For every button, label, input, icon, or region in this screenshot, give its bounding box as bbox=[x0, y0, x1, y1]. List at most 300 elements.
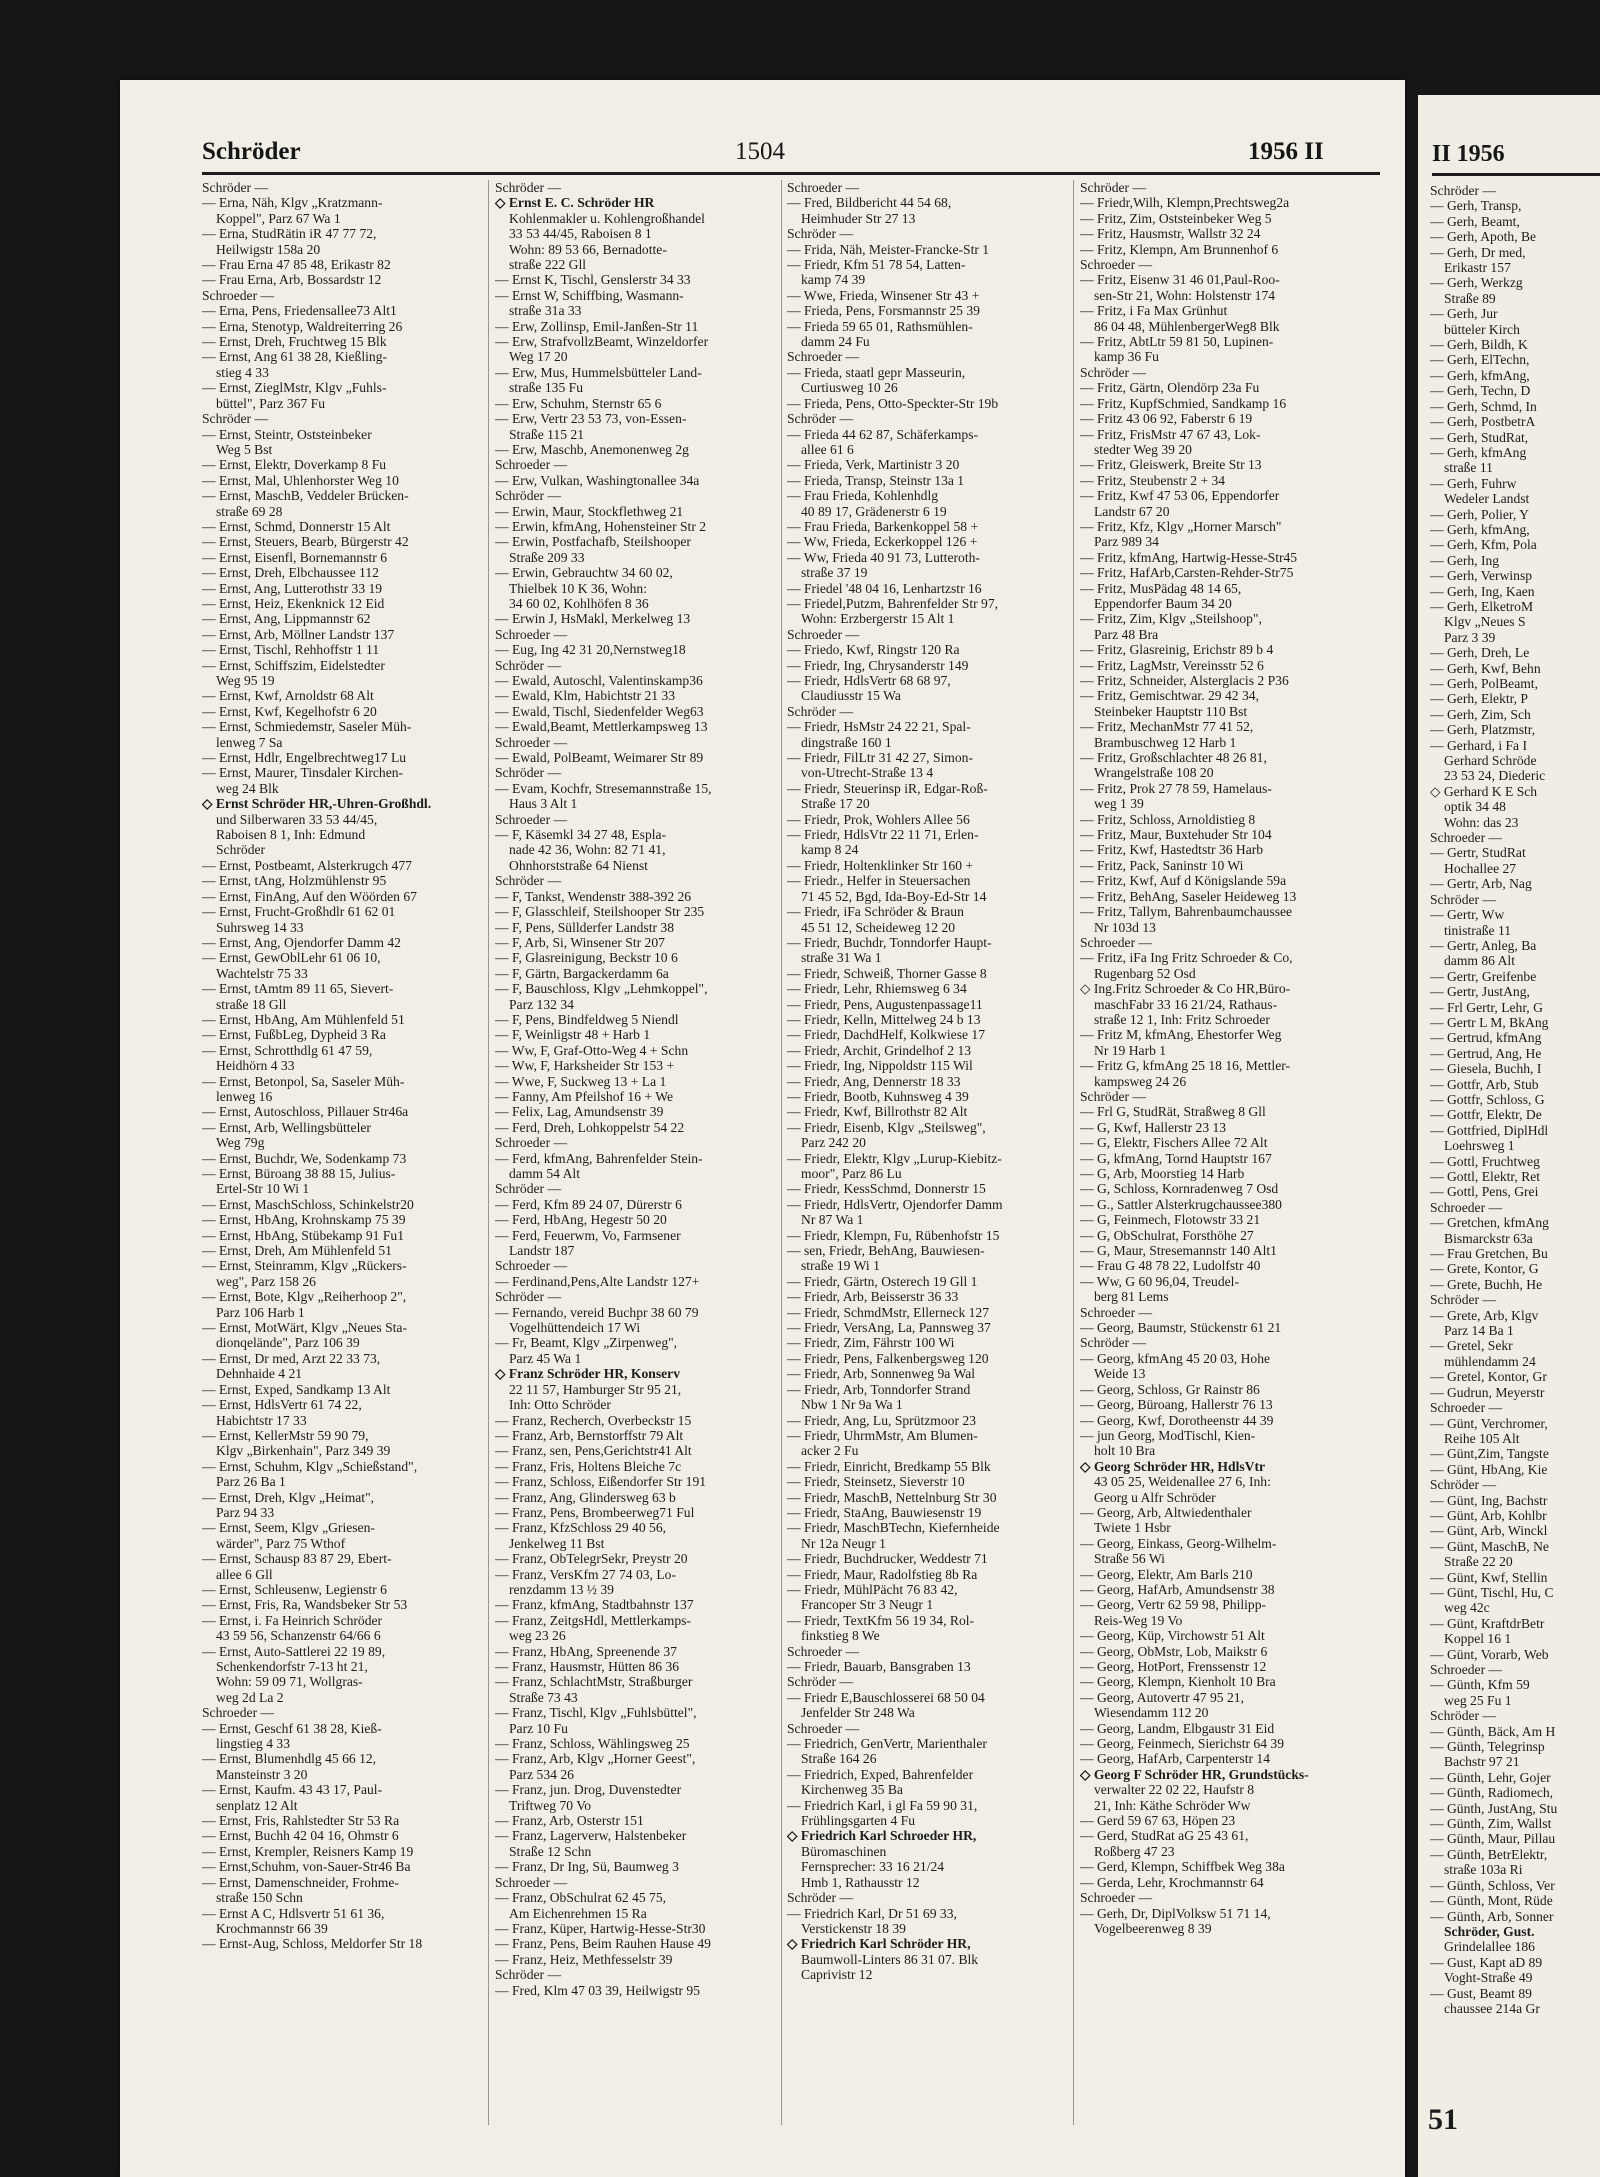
surname-heading: Schröder — bbox=[202, 411, 269, 427]
directory-entry-line: — Ernst, Eisenfl, Bornemannstr 6 bbox=[202, 549, 387, 565]
directory-entry-line: — Fritz, MusPädag 48 14 65, bbox=[1080, 580, 1242, 596]
directory-entry-line: weg 42c bbox=[1444, 1600, 1490, 1616]
directory-entry-line: Wachtelstr 75 33 bbox=[216, 965, 308, 981]
directory-entry-line: — Fritz, Schneider, Alsterglacis 2 P36 bbox=[1080, 673, 1289, 688]
directory-entry-line: — Friedr, Gärtn, Osterech 19 Gll 1 bbox=[787, 1273, 978, 1289]
directory-entry-line: — Ernst, Damenschneider, Frohme- bbox=[202, 1874, 399, 1890]
directory-entry-line: — Günth, Zim, Wallst bbox=[1430, 1816, 1552, 1832]
surname-heading: Schröder — bbox=[1430, 1708, 1497, 1724]
directory-entry-line: von-Utrecht-Straße 13 4 bbox=[801, 765, 934, 781]
surname-heading: Schröder — bbox=[495, 873, 562, 889]
directory-entry-line: — Ferd, Dreh, Lohkoppelstr 54 22 bbox=[495, 1119, 685, 1135]
directory-entry-line: — G, Maur, Stresemannstr 140 Alt1 bbox=[1080, 1243, 1277, 1259]
directory-entry-line: Krochmannstr 66 39 bbox=[216, 1920, 328, 1936]
directory-entry-line: — Günt, Verchromer, bbox=[1430, 1415, 1548, 1431]
directory-entry-line: Nbw 1 Nr 9a Wa 1 bbox=[801, 1397, 903, 1413]
directory-entry-line: — Ernst, Kwf, Arnoldstr 68 Alt bbox=[202, 688, 374, 704]
directory-entry-line: — Gottl, Pens, Grei bbox=[1430, 1184, 1539, 1200]
directory-entry-line: — Friedr, Kelln, Mittelweg 24 b 13 bbox=[787, 1011, 981, 1027]
directory-entry-line: 22 11 57, Hamburger Str 95 21, bbox=[509, 1381, 682, 1397]
directory-entry-line: — Fritz, Kwf 47 53 06, Eppendorfer bbox=[1080, 488, 1280, 504]
directory-entry-line: — Friedr, iFa Schröder & Braun bbox=[787, 904, 964, 920]
directory-entry-line: Weg 95 19 bbox=[216, 673, 275, 688]
directory-entry-line: — Friedr, Eisenb, Klgv „Steilsweg", bbox=[787, 1119, 986, 1135]
directory-entry-line: — Frieda, staatl gepr Masseurin, bbox=[787, 364, 966, 380]
directory-entry-line: — Gerh, PostbetrA bbox=[1430, 414, 1536, 430]
directory-entry-line: — Günth, Telegrinsp bbox=[1430, 1739, 1545, 1755]
directory-entry-line: — Friedr, Elektr, Klgv „Lurup-Kiebitz- bbox=[787, 1150, 1002, 1166]
surname-heading: Schröder — bbox=[495, 180, 562, 195]
directory-entry-line: — Fr, Beamt, Klgv „Zirpenweg", bbox=[495, 1335, 678, 1351]
directory-entry-line: Straße 115 21 bbox=[509, 426, 585, 442]
directory-entry-line: — Erw, Schuhm, Sternstr 65 6 bbox=[495, 395, 662, 411]
directory-entry-line: — Friedr, DachdHelf, Kolkwiese 17 bbox=[787, 1027, 986, 1043]
directory-entry-line: 71 45 52, Bgd, Ida-Boy-Ed-Str 14 bbox=[801, 888, 987, 904]
directory-entry-line: — Ww, Frieda, Eckerkoppel 126 + bbox=[787, 534, 978, 550]
column-divider bbox=[781, 180, 782, 2125]
directory-entry-line: straße 18 Gll bbox=[216, 996, 287, 1012]
directory-entry-line: — Georg, Einkass, Georg-Wilhelm- bbox=[1080, 1535, 1277, 1551]
directory-entry-line: — Friedr, Prok, Wohlers Allee 56 bbox=[787, 811, 970, 827]
directory-entry-line: — Fritz, Zim, Klgv „Steilshoop", bbox=[1080, 611, 1262, 627]
directory-entry-line: — F, Weinligstr 48 + Harb 1 bbox=[495, 1027, 651, 1043]
directory-entry-line: — Ernst K, Tischl, Genslerstr 34 33 bbox=[495, 272, 691, 288]
directory-entry-line: — Ernst, MaschSchloss, Schinkelstr20 bbox=[202, 1196, 414, 1212]
surname-heading: Schröder — bbox=[787, 1890, 854, 1906]
directory-entry-line: — jun Georg, ModTischl, Kien- bbox=[1080, 1427, 1256, 1443]
surname-heading: Schröder — bbox=[495, 1967, 562, 1983]
directory-entry-line: — Fanny, Am Pfeilshof 16 + We bbox=[495, 1088, 673, 1104]
directory-entry-line: — Friedel,Putzm, Bahrenfelder Str 97, bbox=[787, 595, 999, 611]
directory-entry-line: — Gerhard, i Fa I bbox=[1430, 737, 1528, 753]
directory-entry-line: — Fred, Klm 47 03 39, Heilwigstr 95 bbox=[495, 1982, 701, 1998]
directory-entry-line: — Friedr E,Bauschlosserei 68 50 04 bbox=[787, 1689, 985, 1705]
directory-entry-line: — Fritz, Hausmstr, Wallstr 32 24 bbox=[1080, 226, 1261, 242]
directory-entry-line: — Friedr, Ang, Dennerstr 18 33 bbox=[787, 1073, 961, 1089]
directory-entry-line: Eppendorfer Baum 34 20 bbox=[1094, 595, 1232, 611]
directory-entry-line: — Gerh, Bildh, K bbox=[1430, 337, 1528, 353]
directory-entry-line: — Friedr, Buchdrucker, Weddestr 71 bbox=[787, 1551, 988, 1567]
directory-entry-line: Am Eichenrehmen 15 Ra bbox=[509, 1905, 647, 1921]
directory-entry-line: — Fritz G, kfmAng 25 18 16, Mettler- bbox=[1080, 1058, 1291, 1074]
directory-entry-line: — Franz, Arb, Klgv „Horner Geest", bbox=[495, 1751, 696, 1767]
directory-entry-line: Thielbek 10 K 36, Wohn: bbox=[509, 580, 647, 596]
directory-entry-line: — Günth, Arb, Sonner bbox=[1430, 1908, 1554, 1924]
directory-entry-line: — Ernst, i. Fa Heinrich Schröder bbox=[202, 1612, 383, 1628]
directory-entry-line: Büromaschinen bbox=[801, 1843, 887, 1859]
directory-entry-line: straße 135 Fu bbox=[509, 380, 584, 396]
directory-entry-line: — Ernst, tAng, Holzmühlenstr 95 bbox=[202, 873, 387, 889]
directory-entry-line: — Frieda, Pens, Otto-Speckter-Str 19b bbox=[787, 395, 999, 411]
directory-entry-line: — Gerh, Werkzg bbox=[1430, 275, 1523, 291]
directory-entry-line: — Friedr, Zim, Fährstr 100 Wi bbox=[787, 1335, 955, 1351]
surname-heading: Schröder — bbox=[1080, 1088, 1147, 1104]
directory-entry-line: — Ernst, HdlsVertr 61 74 22, bbox=[202, 1397, 362, 1413]
directory-entry-line: — Franz, Arb, Osterstr 151 bbox=[495, 1813, 644, 1829]
directory-entry-line: — Ewald,Beamt, Mettlerkampsweg 13 bbox=[495, 719, 708, 735]
surname-heading: Schröder — bbox=[1080, 180, 1147, 195]
directory-entry-line: — Günth, Schloss, Ver bbox=[1430, 1877, 1555, 1893]
directory-entry-line: — Friedr, HdlsVertr, Ojendorfer Damm bbox=[787, 1196, 1003, 1212]
directory-entry-line: — Gertr L M, BkAng bbox=[1430, 1014, 1549, 1030]
directory-entry-line: — Gerh, Fuhrw bbox=[1430, 475, 1517, 491]
directory-entry-line: — Frau Erna 47 85 48, Erikastr 82 bbox=[202, 257, 391, 273]
surname-heading: Schröder — bbox=[787, 703, 854, 719]
directory-entry-line: — Fritz, Kwf, Hastedtstr 36 Harb bbox=[1080, 842, 1264, 858]
directory-entry-line: — Frau G 48 78 22, Ludolfstr 40 bbox=[1080, 1258, 1261, 1274]
directory-entry-line: — Georg, Landm, Elbgaustr 31 Eid bbox=[1080, 1720, 1275, 1736]
directory-entry-line: Habichtstr 17 33 bbox=[216, 1412, 307, 1428]
directory-entry-line: — Günth, JustAng, Stu bbox=[1430, 1800, 1558, 1816]
directory-entry-line: Straße 164 26 bbox=[801, 1751, 877, 1767]
directory-entry-line: — Günth, BetrElektr, bbox=[1430, 1846, 1548, 1862]
directory-entry-line: — Günt, KraftdrBetr bbox=[1430, 1615, 1545, 1631]
directory-entry-line: — Ernst, Krempler, Reisners Kamp 19 bbox=[202, 1843, 414, 1859]
directory-entry-line: — Ernst, Kaufm. 43 43 17, Paul- bbox=[202, 1782, 383, 1798]
directory-entry-line: — Ernst, Buchdr, We, Sodenkamp 73 bbox=[202, 1150, 407, 1166]
directory-entry-line: kamp 8 24 bbox=[801, 842, 859, 858]
directory-entry-line: — Franz, Fris, Holtens Bleiche 7c bbox=[495, 1458, 682, 1474]
directory-entry-line: kamp 36 Fu bbox=[1094, 349, 1159, 365]
directory-entry-line: Parz 106 Harb 1 bbox=[216, 1304, 305, 1320]
directory-entry-line: — Erw, Maschb, Anemonenweg 2g bbox=[495, 441, 689, 457]
surname-heading: Schröder — bbox=[1430, 1292, 1497, 1308]
directory-entry-line: weg 1 39 bbox=[1094, 796, 1144, 812]
directory-entry-line: Straße 89 bbox=[1444, 290, 1496, 306]
directory-entry-line: — Franz, Heiz, Methfesselstr 39 bbox=[495, 1951, 673, 1967]
directory-entry-line: Verstickenstr 18 39 bbox=[801, 1920, 906, 1936]
directory-entry-line: — Erwin, Gebrauchtw 34 60 02, bbox=[495, 565, 673, 581]
directory-entry-line: renzdamm 13 ½ 39 bbox=[509, 1581, 614, 1597]
directory-entry-line: — Ernst, Heiz, Ekenknick 12 Eid bbox=[202, 595, 385, 611]
directory-entry-line: — Ww, F, Harksheider Str 153 + bbox=[495, 1058, 675, 1074]
directory-entry-line: — Günt, Arb, Winckl bbox=[1430, 1523, 1548, 1539]
directory-entry-line: — Frieda, Transp, Steinstr 13a 1 bbox=[787, 472, 965, 488]
directory-entry-line: — G, kfmAng, Tornd Hauptstr 167 bbox=[1080, 1150, 1272, 1166]
directory-entry-line: — Ernst, Auto-Sattlerei 22 19 89, bbox=[202, 1643, 386, 1659]
directory-entry-line: — Frieda 44 62 87, Schäferkamps- bbox=[787, 426, 979, 442]
directory-entry-line: — Ernst, Dreh, Klgv „Heimat", bbox=[202, 1489, 375, 1505]
directory-entry-line: Erikastr 157 bbox=[1444, 260, 1511, 276]
directory-entry-line: — Georg, ObMstr, Lob, Maikstr 6 bbox=[1080, 1643, 1268, 1659]
directory-entry-line: — Ernst, MotWärt, Klgv „Neues Sta- bbox=[202, 1320, 407, 1336]
directory-entry-line: — Eug, Ing 42 31 20,Nernstweg18 bbox=[495, 642, 686, 658]
column-divider bbox=[488, 180, 489, 2125]
directory-entry-line: — Franz, KfzSchloss 29 40 56, bbox=[495, 1520, 667, 1536]
surname-heading: Schroeder — bbox=[1430, 1400, 1503, 1416]
entry-column-2 bbox=[495, 180, 775, 1998]
directory-entry-line: senplatz 12 Alt bbox=[216, 1797, 298, 1813]
directory-entry-line: verwalter 22 02 22, Haufstr 8 bbox=[1094, 1782, 1255, 1798]
directory-entry-line: ◇ Ing.Fritz Schroeder & Co HR,Büro- bbox=[1080, 981, 1291, 997]
directory-entry-line: — Ernst, Steinramm, Klgv „Rückers- bbox=[202, 1258, 407, 1274]
directory-entry-line: — Georg, Klempn, Kienholt 10 Bra bbox=[1080, 1674, 1276, 1690]
directory-entry-line: weg", Parz 158 26 bbox=[216, 1273, 316, 1289]
directory-entry-line: Nr 19 Harb 1 bbox=[1094, 1042, 1167, 1058]
directory-entry-line: — Fritz, Glasreinig, Erichstr 89 b 4 bbox=[1080, 642, 1274, 658]
directory-entry-line: — Friedr, MaschBTechn, Kiefernheide bbox=[787, 1520, 1000, 1536]
directory-entry-line: berg 81 Lems bbox=[1094, 1289, 1169, 1305]
directory-entry-line: — Erw, StrafvollzBeamt, Winzeldorfer bbox=[495, 334, 709, 350]
directory-entry-line: — Ewald, Klm, Habichtstr 21 33 bbox=[495, 688, 676, 704]
column-divider bbox=[1073, 180, 1074, 2125]
directory-entry-line: — Friedr, Steuerinsp iR, Edgar-Roß- bbox=[787, 780, 988, 796]
directory-entry-line: — G, Kwf, Hallerstr 23 13 bbox=[1080, 1119, 1227, 1135]
directory-entry-line: ◇ Georg F Schröder HR, Grundstücks- bbox=[1080, 1766, 1309, 1782]
directory-entry-line: Heilwigstr 158a 20 bbox=[216, 241, 321, 257]
directory-entry-line: — Grete, Arb, Klgv bbox=[1430, 1307, 1539, 1323]
directory-entry-line: — F, Arb, Si, Winsener Str 207 bbox=[495, 934, 665, 950]
directory-entry-line: — Frieda 59 65 01, Rathsmühlen- bbox=[787, 318, 973, 334]
directory-entry-line: — Ernst, Arb, Wellingsbütteler bbox=[202, 1119, 371, 1135]
directory-entry-line: Weg 5 Bst bbox=[216, 441, 273, 457]
directory-entry-line: — Gerh, kfmAng bbox=[1430, 444, 1527, 460]
directory-entry-line: straße 103a Ri bbox=[1444, 1862, 1523, 1878]
surname-heading: Schröder — bbox=[787, 411, 854, 427]
directory-entry-line: — Friedr, UhrmMstr, Am Blumen- bbox=[787, 1427, 978, 1443]
directory-entry-line: — Ernst, Dreh, Elbchaussee 112 bbox=[202, 565, 379, 581]
directory-entry-line: — Ernst, Fris, Ra, Wandsbeker Str 53 bbox=[202, 1597, 408, 1613]
directory-entry-line: 40 89 17, Grädenerstr 6 19 bbox=[801, 503, 947, 519]
directory-entry-line: Baumwoll-Linters 86 31 07. Blk bbox=[801, 1951, 979, 1967]
directory-entry-line: Curtiusweg 10 26 bbox=[801, 380, 898, 396]
running-head-name: Schröder bbox=[202, 138, 301, 165]
directory-entry-line: — Fritz, HafArb,Carsten-Rehder-Str75 bbox=[1080, 565, 1294, 581]
directory-entry-line: Parz 10 Fu bbox=[509, 1720, 568, 1736]
directory-entry-line: — Gerh, Dr, DiplVolksw 51 71 14, bbox=[1080, 1905, 1271, 1921]
directory-entry-line: Straße 22 20 bbox=[1444, 1554, 1513, 1570]
directory-entry-line: — Gertr, Arb, Nag bbox=[1430, 876, 1532, 892]
directory-entry-line: — Günt, Ing, Bachstr bbox=[1430, 1492, 1548, 1508]
directory-entry-line: — Gertr, StudRat bbox=[1430, 845, 1526, 861]
directory-entry-line: — Georg, Schloss, Gr Rainstr 86 bbox=[1080, 1381, 1260, 1397]
directory-entry-line: — Gerh, Ing, Kaen bbox=[1430, 583, 1535, 599]
directory-entry-line: — Friedr, Holtenklinker Str 160 + bbox=[787, 857, 974, 873]
directory-entry-line: Mansteinstr 3 20 bbox=[216, 1766, 308, 1782]
directory-entry-line: — Ewald, Autoschl, Valentinskamp36 bbox=[495, 673, 703, 688]
entry-column-3 bbox=[787, 180, 1067, 1983]
directory-entry-line: — F, Tankst, Wendenstr 388-392 26 bbox=[495, 888, 692, 904]
surname-heading: Schroeder — bbox=[787, 180, 860, 195]
running-head-year: 1956 II bbox=[1248, 138, 1324, 165]
directory-entry-line: moor", Parz 86 Lu bbox=[801, 1166, 902, 1181]
surname-heading: Schroeder — bbox=[202, 1705, 275, 1721]
directory-entry-line: — Fritz, Prok 27 78 59, Hamelaus- bbox=[1080, 780, 1272, 796]
directory-entry-line: straße 222 Gll bbox=[509, 257, 587, 273]
directory-page bbox=[120, 80, 1405, 2177]
surname-heading: Schröder — bbox=[1430, 891, 1497, 907]
directory-entry-line: — Ernst A C, Hdlsvertr 51 61 36, bbox=[202, 1905, 385, 1921]
surname-heading: Schröder — bbox=[495, 488, 562, 504]
directory-entry-line: — F, Käsemkl 34 27 48, Espla- bbox=[495, 827, 667, 843]
directory-entry-line: Wohn: Erzbergerstr 15 Alt 1 bbox=[801, 611, 955, 627]
directory-entry-line: Wedeler Landst bbox=[1444, 491, 1530, 507]
directory-entry-line: — F, Gärtn, Bargackerdamm 6a bbox=[495, 965, 669, 981]
directory-entry-line: — Gottfr, Elektr, De bbox=[1430, 1107, 1542, 1123]
entry-column-4 bbox=[1080, 180, 1360, 1936]
directory-entry-line: — Ernst, Schausp 83 87 29, Ebert- bbox=[202, 1551, 392, 1567]
directory-entry-line: Triftweg 70 Vo bbox=[509, 1797, 592, 1813]
directory-entry-line: — Ferd, HbAng, Hegestr 50 20 bbox=[495, 1212, 667, 1228]
directory-entry-line: — Ernst, Exped, Sandkamp 13 Alt bbox=[202, 1381, 391, 1397]
directory-entry-line: Jenkelweg 11 Bst bbox=[509, 1535, 605, 1551]
directory-entry-line: — Ernst, Fris, Rahlstedter Str 53 Ra bbox=[202, 1813, 400, 1829]
directory-entry-line: — Gust, Beamt 89 bbox=[1430, 1985, 1532, 2001]
directory-entry-line: — Georg, Feinmech, Sierichstr 64 39 bbox=[1080, 1736, 1284, 1752]
surname-heading: Schroeder — bbox=[787, 626, 860, 642]
directory-entry-line: — Ernst, Büroang 38 88 15, Julius- bbox=[202, 1166, 396, 1181]
directory-entry-line: — Fritz, Kwf, Auf d Königslande 59a bbox=[1080, 873, 1287, 889]
surname-heading: Schroeder — bbox=[495, 1874, 568, 1890]
directory-entry-line: — Friedrich Karl, i gl Fa 59 90 31, bbox=[787, 1797, 978, 1813]
directory-entry-line: Klgv „Birkenhain", Parz 349 39 bbox=[216, 1443, 391, 1459]
directory-entry-line: — Georg, Elektr, Am Barls 210 bbox=[1080, 1566, 1253, 1582]
directory-entry-line: — Wwe, Frieda, Winsener Str 43 + bbox=[787, 287, 980, 303]
surname-heading: Schroeder — bbox=[1080, 934, 1153, 950]
directory-entry-line: Parz 3 39 bbox=[1444, 629, 1496, 645]
directory-entry-line: — Ernst, Schuhm, Klgv „Schießstand", bbox=[202, 1458, 418, 1474]
directory-entry-line: — Ferd, Feuerwm, Vo, Farmsener bbox=[495, 1227, 681, 1243]
directory-entry-line: Wiesendamm 112 20 bbox=[1094, 1705, 1209, 1721]
directory-entry-line: — Fritz, Pack, Saninstr 10 Wi bbox=[1080, 857, 1244, 873]
directory-entry-line: Weg 79g bbox=[216, 1135, 265, 1151]
adjacent-header-rule bbox=[1432, 173, 1600, 176]
directory-entry-line: — Ernst, Steintr, Oststeinbeker bbox=[202, 426, 372, 442]
directory-entry-line: — Ernst, Blumenhdlg 45 66 12, bbox=[202, 1751, 377, 1767]
directory-entry-line: — Gerh, Dr med, bbox=[1430, 244, 1526, 260]
directory-entry-line: — Ww, Frieda 40 91 73, Lutteroth- bbox=[787, 549, 980, 565]
directory-entry-line: — Fritz, Gemischtwar. 29 42 34, bbox=[1080, 688, 1259, 704]
directory-entry-line: — Gerh, Polier, Y bbox=[1430, 506, 1529, 522]
directory-entry-line: — Ernst, Arb, Möllner Landstr 137 bbox=[202, 626, 395, 642]
directory-entry-line: Brambuschweg 12 Harb 1 bbox=[1094, 734, 1237, 750]
directory-entry-line: — Gerda, Lehr, Krochmannstr 64 bbox=[1080, 1874, 1264, 1890]
directory-entry-line: Straße 73 43 bbox=[509, 1689, 578, 1705]
directory-entry-line: Landstr 187 bbox=[509, 1243, 575, 1259]
directory-entry-line: Nr 12a Neugr 1 bbox=[801, 1535, 886, 1551]
directory-entry-line: — Georg, Arb, Altwiedenthaler bbox=[1080, 1504, 1252, 1520]
directory-entry-line: optik 34 48 bbox=[1444, 799, 1506, 815]
directory-entry-line: Claudiusstr 15 Wa bbox=[801, 688, 901, 704]
directory-entry-line: wärder", Parz 75 Wthof bbox=[216, 1535, 346, 1551]
directory-entry-line: — Gerh, ElketroM bbox=[1430, 598, 1534, 614]
directory-entry-line: lenweg 16 bbox=[216, 1088, 273, 1104]
directory-entry-line: — Fritz, AbtLtr 59 81 50, Lupinen- bbox=[1080, 334, 1274, 350]
directory-entry-line: — Franz, Dr Ing, Sü, Baumweg 3 bbox=[495, 1859, 679, 1875]
directory-entry-line: straße 12 1, Inh: Fritz Schroeder bbox=[1094, 1011, 1270, 1027]
directory-entry-line: — Gerh, Jur bbox=[1430, 306, 1498, 322]
directory-entry-line: Parz 534 26 bbox=[509, 1766, 574, 1782]
directory-entry-line: Heimhuder Str 27 13 bbox=[801, 210, 916, 226]
directory-entry-line: acker 2 Fu bbox=[801, 1443, 859, 1459]
directory-entry-line: — Friedo, Kwf, Ringstr 120 Ra bbox=[787, 642, 960, 658]
directory-entry-line: — Frau Frieda, Barkenkoppel 58 + bbox=[787, 518, 979, 534]
surname-heading: Schröder — bbox=[495, 765, 562, 781]
directory-entry-line: — Ernst, MaschB, Veddeler Brücken- bbox=[202, 488, 409, 504]
directory-entry-line: — Ernst, Schleusenw, Legienstr 6 bbox=[202, 1581, 387, 1597]
surname-heading: Schroeder — bbox=[787, 1643, 860, 1659]
directory-entry-line: — Franz, Hausmstr, Hütten 86 36 bbox=[495, 1659, 680, 1674]
directory-entry-line: — Gertr, Ww bbox=[1430, 907, 1505, 923]
directory-entry-line: Loehrsweg 1 bbox=[1444, 1138, 1515, 1154]
directory-entry-line: — Ernst, Ang, Lutterothstr 33 19 bbox=[202, 580, 383, 596]
directory-entry-line: — Friedr, MaschB, Nettelnburg Str 30 bbox=[787, 1489, 997, 1505]
directory-entry-line: straße 37 19 bbox=[801, 565, 868, 581]
directory-entry-line: — Günt, MaschB, Ne bbox=[1430, 1538, 1549, 1554]
directory-entry-line: straße 31a 33 bbox=[509, 303, 582, 319]
directory-entry-line: — Ernst, Buchh 42 04 16, Ohmstr 6 bbox=[202, 1828, 399, 1844]
adjacent-running-head: II 1956 bbox=[1432, 141, 1505, 167]
directory-entry-line: — Friedr, Buchdr, Tonndorfer Haupt- bbox=[787, 934, 992, 950]
directory-entry-line: Straße 17 20 bbox=[801, 796, 870, 812]
directory-entry-line: — Ernst, FußbLeg, Dypheid 3 Ra bbox=[202, 1027, 386, 1043]
directory-entry-line: — Frau Gretchen, Bu bbox=[1430, 1246, 1548, 1262]
directory-entry-line: Haus 3 Alt 1 bbox=[509, 796, 578, 812]
directory-entry-line: — Gertr, Anleg, Ba bbox=[1430, 937, 1537, 953]
directory-entry-line: Parz 48 Bra bbox=[1094, 626, 1159, 642]
surname-heading: Schroeder — bbox=[495, 734, 568, 750]
directory-entry-line: — Günt, Tischl, Hu, C bbox=[1430, 1584, 1554, 1600]
directory-entry-line: Dehnhaide 4 21 bbox=[216, 1366, 303, 1382]
directory-entry-line: — Fritz, BehAng, Saseler Heideweg 13 bbox=[1080, 888, 1297, 904]
directory-entry-line: — Fritz, i Fa Max Grünhut bbox=[1080, 303, 1228, 319]
directory-entry-line: — Friedr, Arb, Sonnenweg 9a Wal bbox=[787, 1366, 976, 1382]
directory-entry-line: weg 24 Blk bbox=[216, 780, 279, 796]
directory-entry-line: — Ewald, PolBeamt, Weimarer Str 89 bbox=[495, 750, 704, 766]
directory-entry-line: Koppel 16 1 bbox=[1444, 1631, 1512, 1647]
directory-entry-line: — Gottl, Fruchtweg bbox=[1430, 1153, 1540, 1169]
directory-entry-line: — Franz, HbAng, Spreenende 37 bbox=[495, 1643, 677, 1659]
directory-entry-line: — Gerh, Ing bbox=[1430, 552, 1500, 568]
directory-entry-line: — Friedrich, Exped, Bahrenfelder bbox=[787, 1766, 974, 1782]
directory-entry-line: Schenkendorfstr 7-13 ht 21, bbox=[216, 1659, 368, 1674]
directory-entry-line: Heidhörn 4 33 bbox=[216, 1058, 295, 1074]
directory-entry-line: — Ernst, Mal, Uhlenhorster Weg 10 bbox=[202, 472, 399, 488]
directory-entry-line: — Friedr, Schweiß, Thorner Gasse 8 bbox=[787, 965, 987, 981]
directory-entry-line: — Günt, HbAng, Kie bbox=[1430, 1461, 1548, 1477]
directory-entry-line: — Ernst, Tischl, Rehhoffstr 1 11 bbox=[202, 642, 380, 658]
directory-entry-line: — Fritz, Gleiswerk, Breite Str 13 bbox=[1080, 457, 1262, 473]
directory-entry-line: — Ernst, Frucht-Großhdlr 61 62 01 bbox=[202, 904, 396, 920]
directory-entry-line: — Frida, Näh, Meister-Francke-Str 1 bbox=[787, 241, 990, 257]
directory-entry-line: — Gerh, Platzmstr, bbox=[1430, 722, 1536, 738]
entry-column-1 bbox=[202, 180, 482, 1952]
directory-entry-line: — F, Glasreinigung, Beckstr 10 6 bbox=[495, 950, 678, 966]
directory-entry-line: chaussee 214a Gr bbox=[1444, 2000, 1540, 2016]
surname-heading: Schroeder — bbox=[1430, 830, 1503, 846]
directory-entry-line: damm 24 Fu bbox=[801, 334, 870, 350]
directory-entry-line: lenweg 7 Sa bbox=[216, 734, 283, 750]
directory-entry-line: stieg 4 33 bbox=[216, 364, 269, 380]
directory-entry-line: — Gottl, Elektr, Ret bbox=[1430, 1169, 1541, 1184]
directory-entry-line: — Ernst, Dr med, Arzt 22 33 73, bbox=[202, 1350, 381, 1366]
directory-entry-line: — Ernst, KellerMstr 59 90 79, bbox=[202, 1427, 369, 1443]
directory-entry-line: Parz 45 Wa 1 bbox=[509, 1350, 582, 1366]
directory-entry-line: — Gerh, Kwf, Behn bbox=[1430, 660, 1541, 676]
directory-entry-line: — Günth, Radiomech, bbox=[1430, 1785, 1554, 1801]
directory-entry-line: — Wwe, F, Suckweg 13 + La 1 bbox=[495, 1073, 667, 1089]
directory-entry-line: ◇ Ernst Schröder HR,-Uhren-Großhdl. bbox=[202, 796, 432, 812]
directory-entry-line: Parz 989 34 bbox=[1094, 534, 1159, 550]
directory-entry-line: — Gretchen, kfmAng bbox=[1430, 1215, 1549, 1231]
directory-entry-line: — Franz, VersKfm 27 74 03, Lo- bbox=[495, 1566, 676, 1582]
directory-entry-line: — Friedr, Pens, Falkenbergsweg 120 bbox=[787, 1350, 989, 1366]
directory-entry-line: maschFabr 33 16 21/24, Rathaus- bbox=[1094, 996, 1278, 1012]
directory-entry-line: Inh: Otto Schröder bbox=[509, 1397, 611, 1413]
adjacent-entry-column bbox=[1430, 183, 1600, 2016]
directory-entry-line: Vogelbeerenweg 8 39 bbox=[1094, 1920, 1212, 1936]
surname-heading: Schröder — bbox=[1430, 183, 1497, 198]
